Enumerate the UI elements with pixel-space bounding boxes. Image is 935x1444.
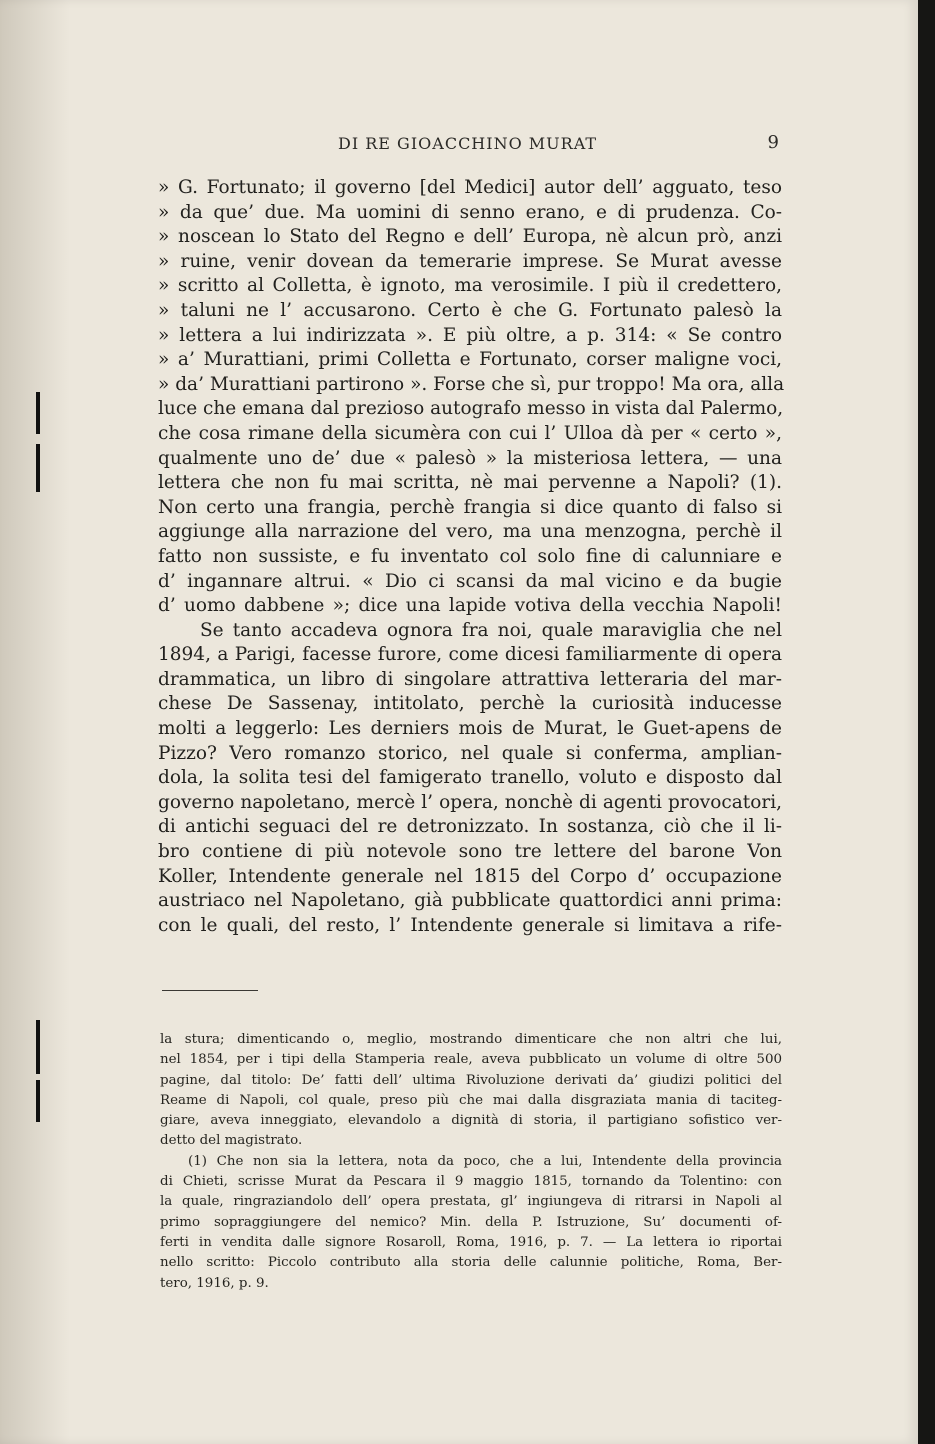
text-line: » a’ Murattiani, primi Colletta e Fortunato, corser maligne voci,: [158, 349, 782, 371]
footnotes: [160, 1030, 782, 1294]
footnote-line: ferti in vendita dalle signore Rosaroll, Roma, 1916, p. 7. — La lettera io riportai: [160, 1234, 782, 1250]
footnote-line: tero, 1916, p. 9.: [160, 1275, 269, 1291]
text-line: Non certo una frangia, perchè frangia si dice quanto di falso si: [158, 496, 782, 518]
binding-mark: [36, 1020, 40, 1074]
text-line: fatto non sussiste, e fu inventato col solo fine di calunniare e: [158, 545, 782, 567]
running-header: [160, 132, 780, 156]
footnote-line: di Chieti, scrisse Murat da Pescara il 9 maggio 1815, tornando da Tolentino: con: [160, 1174, 782, 1190]
text-line: Se tanto accadeva ognora fra noi, quale maraviglia che nel: [200, 619, 782, 641]
text-line: d’ uomo dabbene »; dice una lapide votiva della vecchia Napoli!: [158, 595, 782, 617]
binding-mark: [36, 444, 40, 492]
page-number: 9: [767, 132, 780, 153]
footnote-line: pagine, dal titolo: De’ fatti dell’ ultima Rivoluzione derivati da’ giudizi politici del: [160, 1072, 782, 1088]
footnote-line: nel 1854, per i tipi della Stamperia reale, aveva pubblicato un volume di oltre 500: [160, 1052, 782, 1068]
text-line: governo napoletano, mercè l’ opera, nonchè di agenti provocatori,: [158, 791, 782, 813]
text-line: » da que’ due. Ma uomini di senno erano, e di prudenza. Co-: [158, 201, 782, 223]
text-line: molti a leggerlo: Les derniers mois de Murat, le Guet-apens de: [158, 718, 782, 740]
text-line: con le quali, del resto, l’ Intendente generale si limitava a rife-: [158, 914, 782, 936]
footnote-line: primo sopraggiungere del nemico? Min. della P. Istruzione, Su’ documenti of-: [160, 1214, 782, 1230]
text-line: 1894, a Parigi, facesse furore, come dicesi familiarmente di opera: [158, 644, 782, 666]
text-line: » noscean lo Stato del Regno e dell’ Europa, nè alcun prò, anzi: [158, 226, 782, 248]
page-edge: [918, 0, 935, 1444]
text-line: » ruine, venir dovean da temerarie imprese. Se Murat avesse: [158, 250, 782, 272]
gutter-shadow: [0, 0, 70, 1444]
main-text: [158, 176, 785, 938]
text-line: Koller, Intendente generale nel 1815 del Corpo d’ occupazione: [158, 865, 782, 887]
text-line: lettera che non fu mai scritta, nè mai pervenne a Napoli? (1).: [158, 472, 782, 494]
text-line: austriaco nel Napoletano, già pubblicate quattordici anni prima:: [158, 890, 782, 912]
footnote-rule: [162, 990, 258, 991]
text-line: chese De Sassenay, intitolato, perchè la curiosità inducesse: [158, 693, 782, 715]
footnote-line: nello scritto: Piccolo contributo alla storia delle calunnie politiche, Roma, Ber-: [160, 1255, 782, 1271]
text-line: di antichi seguaci del re detronizzato. In sostanza, ciò che il li-: [158, 816, 782, 838]
footnote-line: (1) Che non sia la lettera, nota da poco, che a lui, Intendente della provincia: [188, 1153, 782, 1169]
text-line: » taluni ne l’ accusarono. Certo è che G. Fortunato palesò la: [158, 299, 782, 321]
running-title: DI RE GIOACCHINO MURAT: [338, 134, 598, 153]
text-line: » lettera a lui indirizzata ». E più oltre, a p. 314: « Se contro: [158, 324, 782, 346]
text-line: aggiunge alla narrazione del vero, ma una menzogna, perchè il: [158, 521, 782, 543]
text-line: » da’ Murattiani partirono ». Forse che sì, pur troppo! Ma ora, alla: [158, 373, 785, 395]
binding-mark: [36, 1080, 40, 1122]
footnote-line: detto del magistrato.: [160, 1133, 303, 1149]
text-line: che cosa rimane della sicumèra con cui l’ Ulloa dà per « certo »,: [158, 422, 782, 444]
text-line: d’ ingannare altrui. « Dio ci scansi da mal vicino e da bugie: [158, 570, 782, 592]
text-line: Pizzo? Vero romanzo storico, nel quale si conferma, amplian-: [158, 742, 782, 764]
text-line: » scritto al Colletta, è ignoto, ma verosimile. I più il credettero,: [158, 275, 782, 297]
footnote-line: la stura; dimenticando o, meglio, mostrando dimenticare che non altri che lui,: [160, 1032, 782, 1047]
text-line: » G. Fortunato; il governo [del Medici] autor dell’ agguato, teso: [158, 177, 782, 198]
footnote-line: Reame di Napoli, col quale, preso più che mai dalla disgraziata mania di taciteg-: [160, 1092, 782, 1108]
text-line: luce che emana dal prezioso autografo messo in vista dal Palermo,: [158, 398, 784, 420]
text-line: bro contiene di più notevole sono tre lettere del barone Von: [158, 841, 782, 863]
footnote-line: la quale, ringraziandolo dell’ opera prestata, gl’ ingiungeva di ritrarsi in Napoli al: [160, 1194, 782, 1210]
footnote-line: giare, aveva inneggiato, elevandolo a dignità di storia, il partigiano sofistico ver-: [160, 1113, 782, 1129]
binding-mark: [36, 392, 40, 434]
text-line: drammatica, un libro di singolare attrattiva letteraria del mar-: [158, 668, 782, 690]
text-line: dola, la solita tesi del famigerato tranello, voluto e disposto dal: [158, 767, 782, 789]
text-line: qualmente uno de’ due « palesò » la misteriosa lettera, — una: [158, 447, 782, 469]
